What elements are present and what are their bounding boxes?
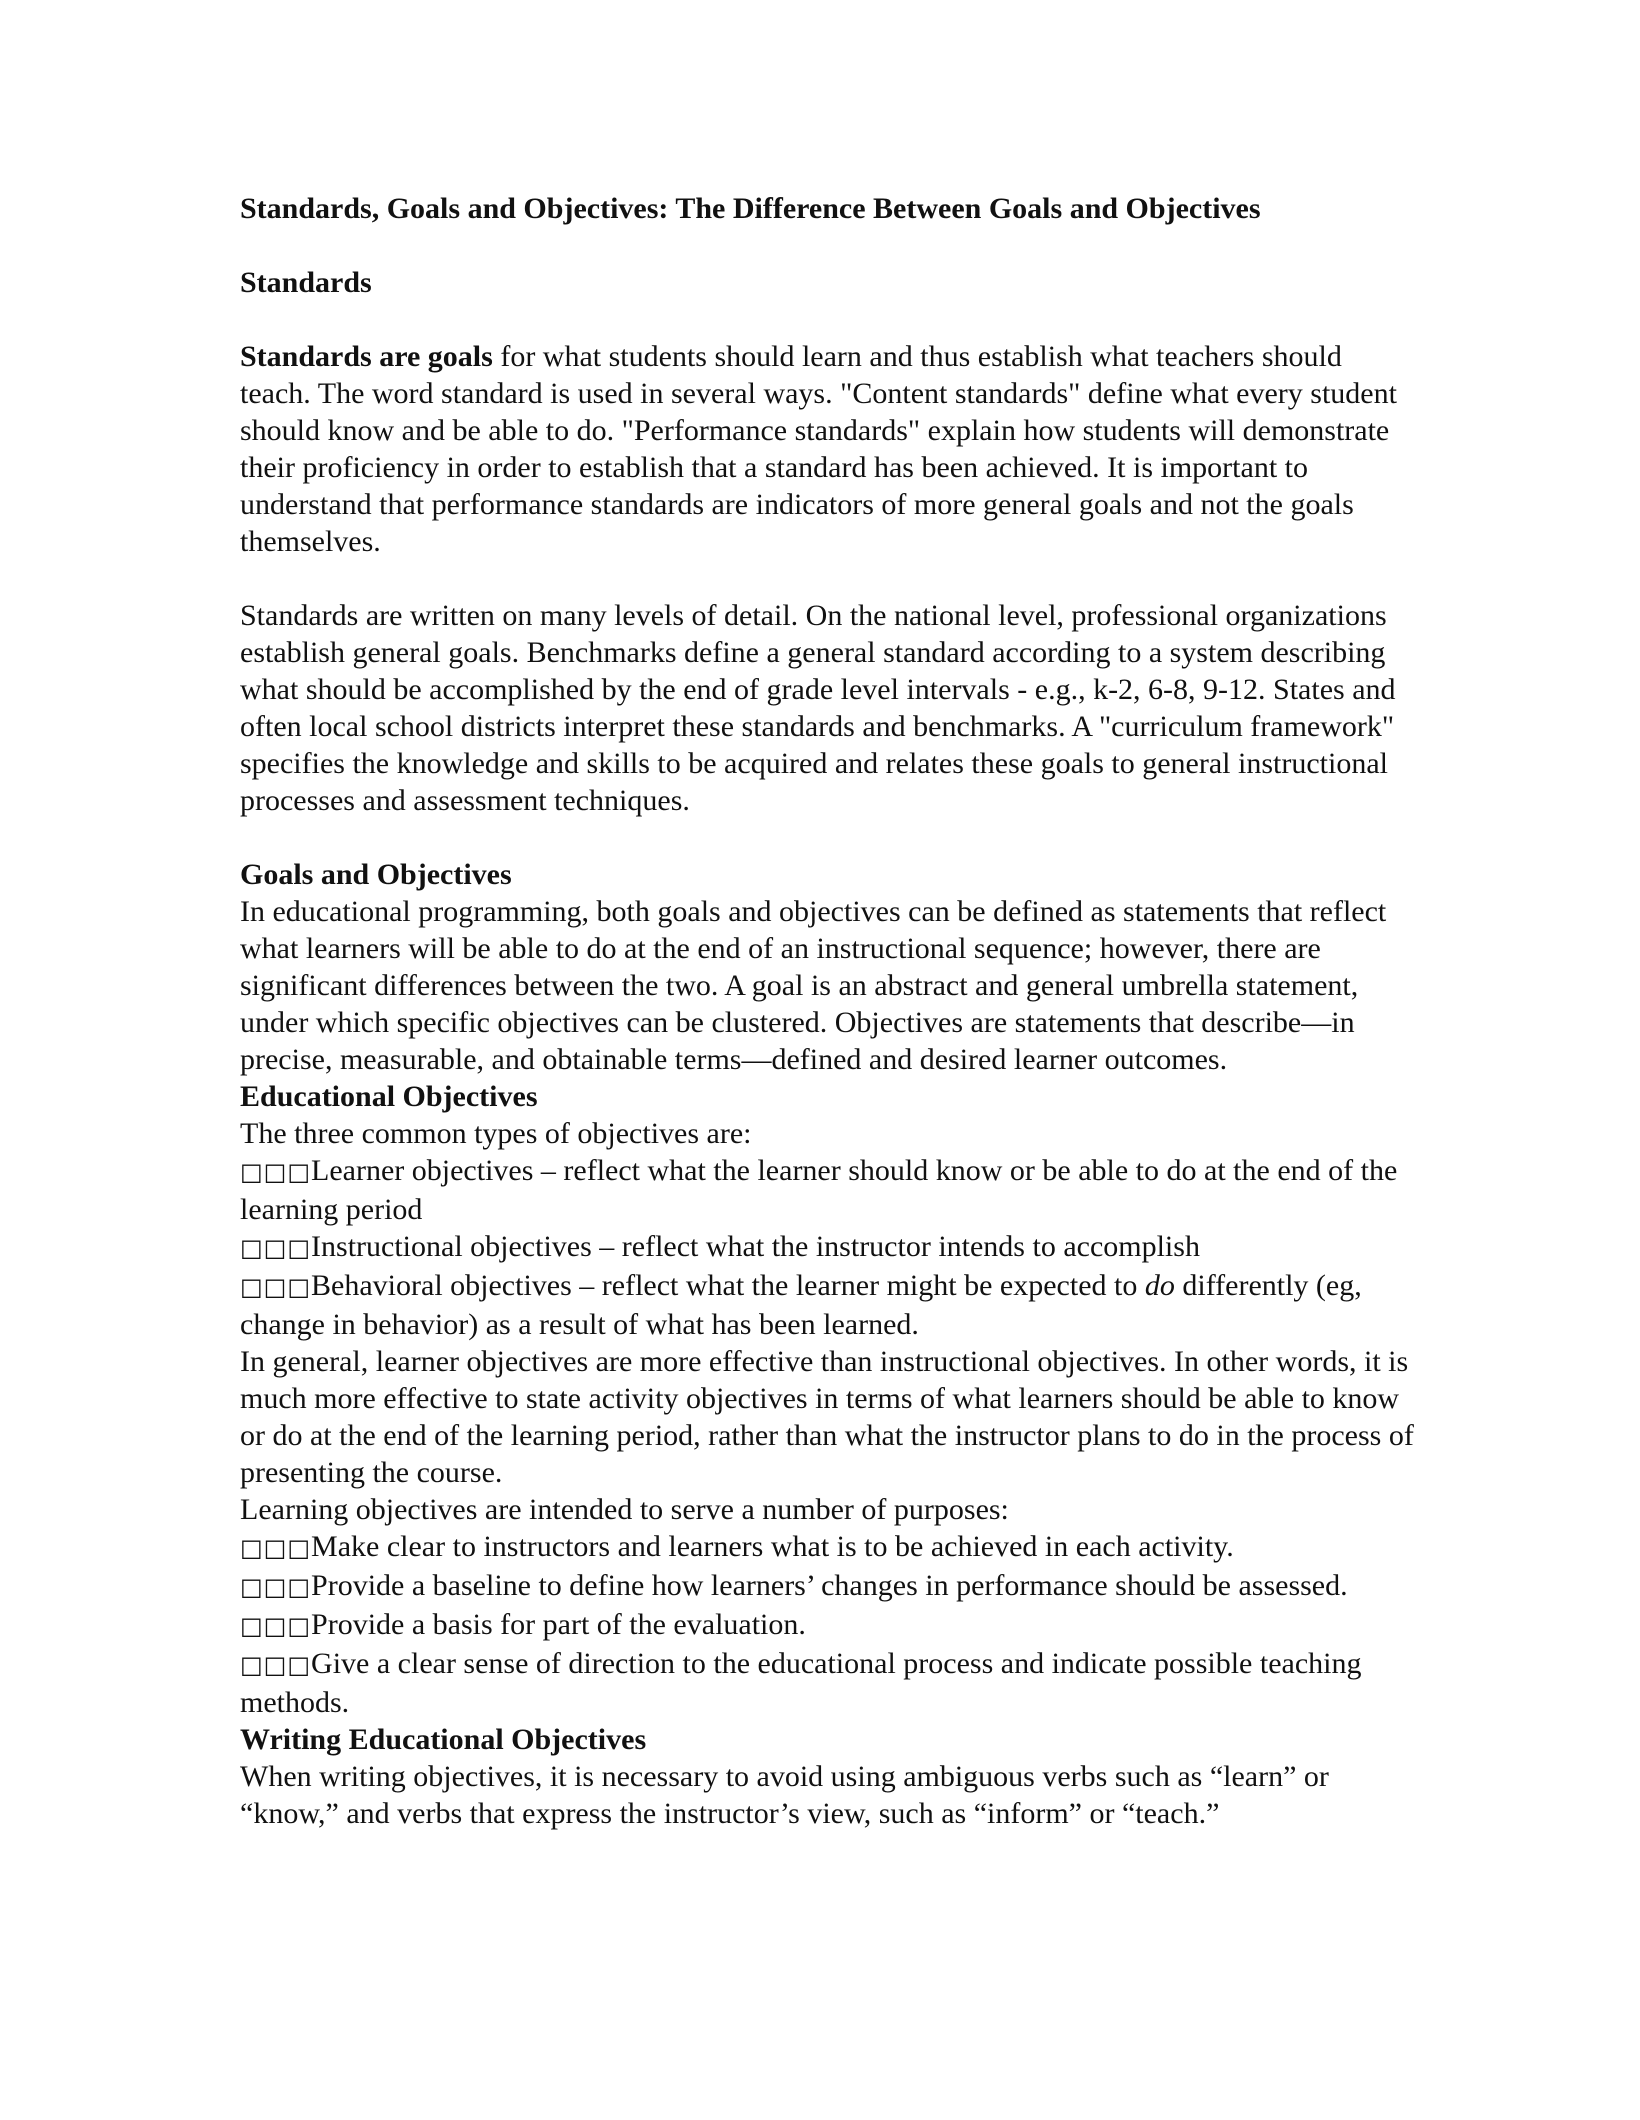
spacer (240, 301, 1420, 338)
objective-types-intro: The three common types of objectives are: (240, 1117, 752, 1150)
list-item (240, 1645, 1420, 1721)
standards-paragraph-1 (240, 338, 1420, 560)
writing-objectives-heading: Writing Educational Objectives (240, 1723, 647, 1756)
document-body (240, 190, 1420, 1832)
missing-glyph-bullet-icon: □□□ (240, 1534, 312, 1562)
missing-glyph-bullet-icon: □□□ (240, 1234, 312, 1262)
list-item-text: Learner objectives – reflect what the learner should know or be able to do at the end of the learning period (240, 1154, 1398, 1226)
list-item-text: Provide a baseline to define how learners’ changes in performance should be assessed. (311, 1569, 1348, 1602)
spacer (240, 560, 1420, 597)
list-item (240, 1267, 1420, 1343)
list-item-text: Make clear to instructors and learners what is to be achieved in each activity. (311, 1530, 1234, 1563)
document-title: Standards, Goals and Objectives: The Difference Between Goals and Objectives (240, 192, 1261, 225)
standards-paragraph-2: Standards are written on many levels of detail. On the national level, professional organizations establish general goals. Benchmarks define a general standard according to a system describing what should be accomplished by the end of grade level intervals - e.g., k-2, 6-8, 9-12. States and often local school districts interpret these standards and benchmarks. A "curriculum framework" specifies the knowledge and skills to be acquired and relates these goals to general instructional processes and assessment techniques. (240, 599, 1396, 817)
spacer (240, 819, 1420, 856)
educational-objectives-heading: Educational Objectives (240, 1080, 538, 1113)
list-item (240, 1152, 1420, 1228)
list-item-text: Give a clear sense of direction to the educational process and indicate possible teaching methods. (240, 1647, 1362, 1719)
spacer (240, 227, 1420, 264)
list-item (240, 1528, 1420, 1567)
general-paragraph: In general, learner objectives are more effective than instructional objectives. In other words, it is much more effective to state activity objectives in terms of what learners should be able to know or do at the end of the learning period, rather than what the instructor plans to do in the process of presenting the course. (240, 1345, 1414, 1489)
standards-lead-bold: Standards are goals (240, 340, 493, 373)
standards-paragraph-1-text: for what students should learn and thus establish what teachers should teach. The word standard is used in several ways. "Content standards" define what every student should know and be able to do. "Performance standards" explain how students will demonstrate their proficiency in order to establish that a standard has been achieved. It is important to understand that performance standards are indicators of more general goals and not the goals themselves. (240, 340, 1397, 558)
missing-glyph-bullet-icon: □□□ (240, 1573, 312, 1601)
list-item (240, 1228, 1420, 1267)
list-item-text: Behavioral objectives – reflect what the learner might be expected to (311, 1269, 1145, 1302)
goals-objectives-paragraph: In educational programming, both goals and objectives can be defined as statements that reflect what learners will be able to do at the end of an instructional sequence; however, there are significant differences between the two. A goal is an abstract and general umbrella statement, under which specific objectives can be clustered. Objectives are statements that describe—in precise, measurable, and obtainable terms—defined and desired learner outcomes. (240, 895, 1387, 1076)
purposes-intro: Learning objectives are intended to serve a number of purposes: (240, 1493, 1009, 1526)
list-item-text: differently (eg, change in behavior) as a result of what has been learned. (240, 1269, 1362, 1341)
standards-heading: Standards (240, 266, 372, 299)
list-item-text: Instructional objectives – reflect what the instructor intends to accomplish (311, 1230, 1200, 1263)
list-item (240, 1606, 1420, 1645)
missing-glyph-bullet-icon: □□□ (240, 1158, 312, 1186)
list-item (240, 1567, 1420, 1606)
goals-objectives-heading: Goals and Objectives (240, 858, 512, 891)
writing-objectives-paragraph: When writing objectives, it is necessary to avoid using ambiguous verbs such as “learn” or “know,” and verbs that express the instructor’s view, such as “inform” or “teach.” (240, 1760, 1329, 1830)
missing-glyph-bullet-icon: □□□ (240, 1612, 312, 1640)
missing-glyph-bullet-icon: □□□ (240, 1651, 312, 1679)
emphasis-do: do (1144, 1269, 1175, 1302)
missing-glyph-bullet-icon: □□□ (240, 1273, 312, 1301)
list-item-text: Provide a basis for part of the evaluation. (311, 1608, 806, 1641)
